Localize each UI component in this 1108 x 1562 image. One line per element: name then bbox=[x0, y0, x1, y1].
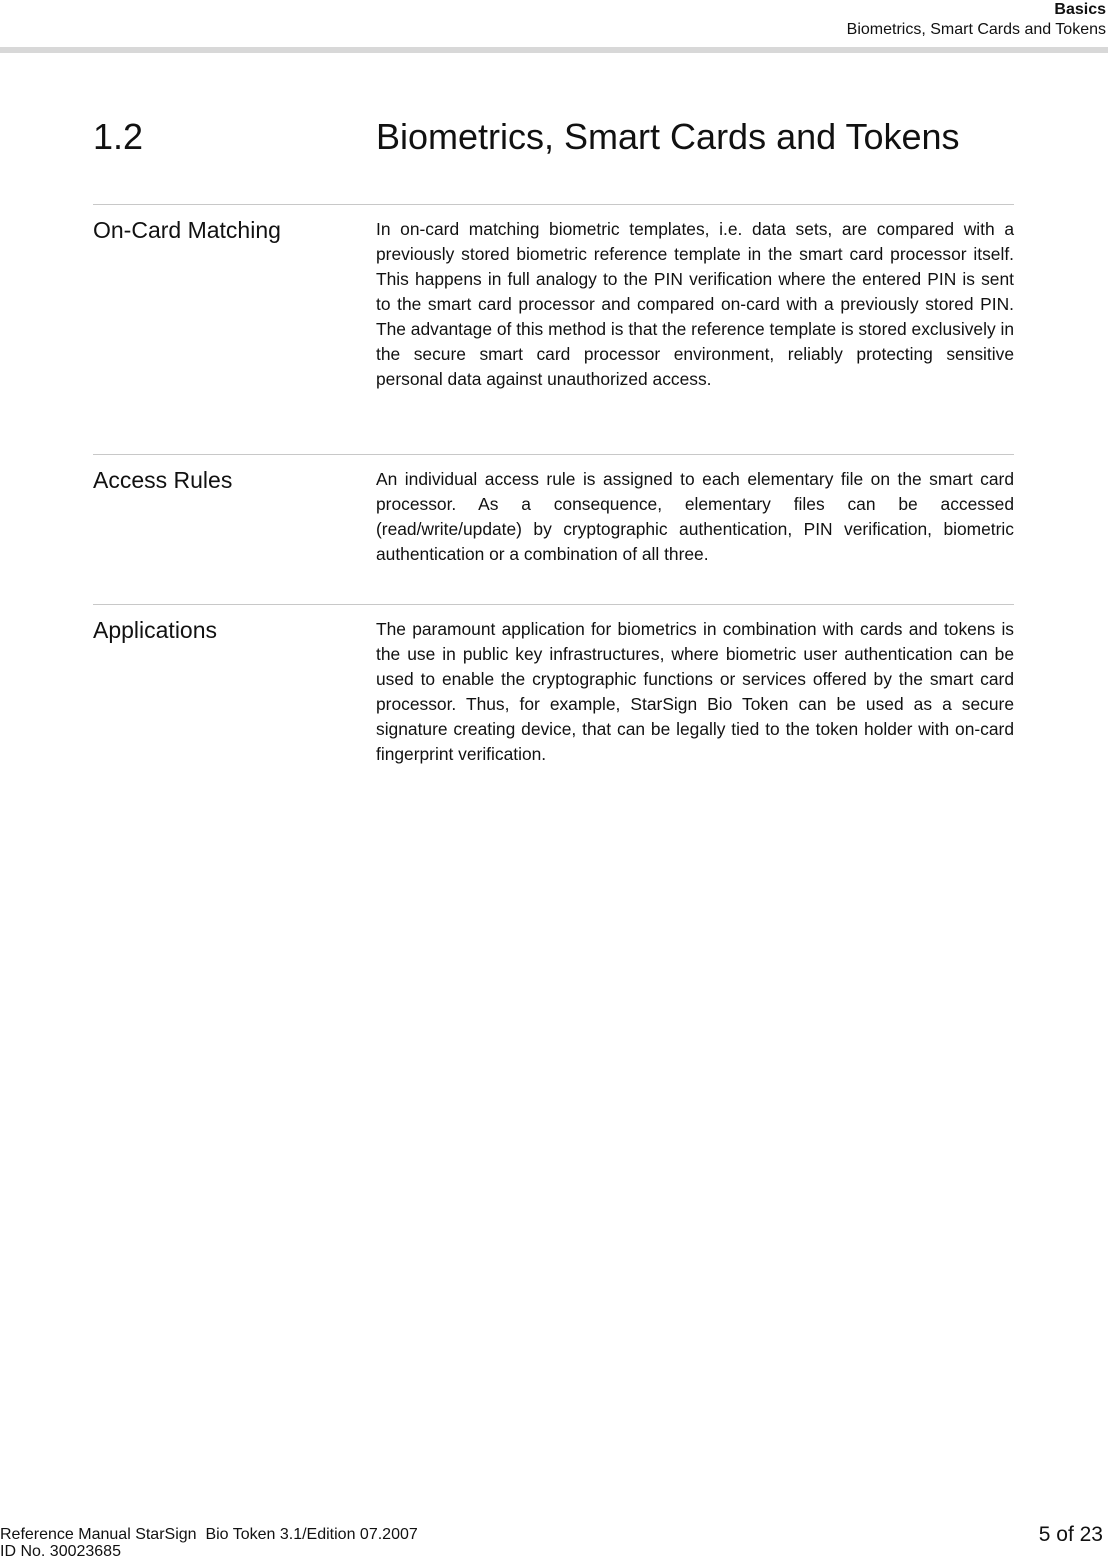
header-chapter: Basics bbox=[1054, 1, 1106, 18]
header-section: Biometrics, Smart Cards and Tokens bbox=[846, 21, 1106, 38]
running-header bbox=[847, 0, 1106, 40]
block-label: On-Card Matching bbox=[93, 217, 281, 243]
footer-id: ID No. 30023685 bbox=[0, 1543, 121, 1560]
block-text: The paramount application for biometrics in combination with cards and tokens is the use in public key infrastructures, where biometric user authentication can be used to enable the cryptographic functions or services offered by the smart card processor. Thus, for example, StarSign Bio Token can be used as a secure signature creating device, that can be legally tied to the token holder with on-card fingerprint verification. bbox=[376, 619, 1014, 764]
block-access-rules bbox=[93, 454, 1014, 564]
header-rule bbox=[0, 47, 1108, 53]
page-number: 5 of 23 bbox=[1038, 1523, 1103, 1546]
footer-manual: Reference Manual StarSign Bio Token 3.1/Edition 07.2007 bbox=[0, 1526, 418, 1543]
block-label: Access Rules bbox=[93, 467, 233, 493]
block-on-card-matching bbox=[93, 204, 1015, 389]
section-title: Biometrics, Smart Cards and Tokens bbox=[376, 116, 960, 157]
block-text: An individual access rule is assigned to each elementary file on the smart card processor. As a consequence, elementary files can be accessed (read/write/update) by cryptographic authentication, PIN verification, biometric authentication or a combination of all three. bbox=[376, 469, 1014, 564]
section-number: 1.2 bbox=[93, 116, 144, 157]
block-applications bbox=[93, 604, 1014, 764]
footer-info bbox=[0, 1526, 418, 1560]
block-label: Applications bbox=[93, 617, 218, 643]
block-text: In on-card matching biometric templates, i.e. data sets, are compared with a previously stored biometric reference template in the smart card processor itself. This happens in full analogy to the PIN verification where the entered PIN is sent to the smart card processor and compared on-card with a previously stored PIN. The advantage of this method is that the reference template is stored exclusively in the secure smart card processor environment, reliably protecting sensitive personal data against unauthorized access. bbox=[376, 219, 1015, 389]
